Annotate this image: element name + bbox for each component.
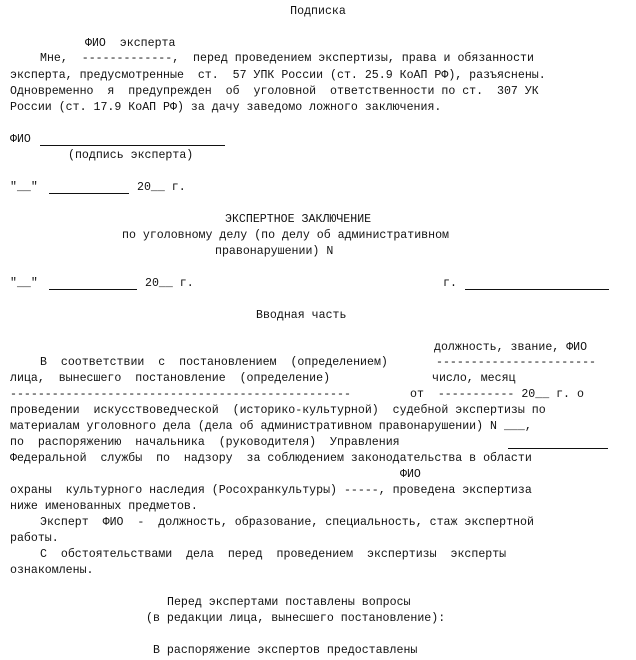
intro-line-2-right: число, месяц: [432, 372, 516, 385]
questions-heading-2: (в редакции лица, вынесшего постановление):: [146, 612, 446, 625]
pledge-line-1: [40, 52, 608, 66]
intro-fio-small: ФИО: [400, 468, 421, 481]
conclusion-subtitle-2: правонарушении) N: [215, 245, 334, 258]
intro-line-7: Федеральной службы по надзору за соблюдением законодательства в области: [10, 452, 532, 465]
pledge-fio-caption: ФИО эксперта: [85, 37, 176, 50]
pledge-title: Подписка: [290, 5, 346, 18]
conclusion-date-quote: "__": [10, 277, 38, 290]
questions-heading-1: Перед экспертами поставлены вопросы: [167, 596, 411, 609]
intro-line-11: работы.: [10, 532, 59, 545]
intro-line-3-dashes: -------------------------------------------------: [10, 388, 351, 401]
pledge-line-3: Одновременно я предупрежден об уголовной ответственности по ст. 307 УК: [10, 85, 539, 98]
intro-line-1-left: В соответствии с постановлением (определением): [40, 356, 388, 369]
conclusion-date-blank: [49, 289, 137, 290]
pledge-date-quote: "__": [10, 181, 38, 194]
materials-heading: В распоряжение экспертов предоставлены: [153, 644, 418, 657]
conclusion-city-label: г.: [443, 277, 457, 290]
intro-line-5: материалам уголовного дела (дела об административном правонарушении) N ___,: [10, 420, 532, 433]
intro-line-4: проведении искусствоведческой (историко-культурной) судебной экспертизы по: [10, 404, 546, 417]
pledge-fio-label: ФИО: [10, 133, 31, 146]
intro-line-2-left: лица, вынесшего постановление (определение): [10, 372, 331, 385]
conclusion-city-blank: [465, 289, 609, 290]
pledge-date-blank: [49, 193, 129, 194]
intro-line-8: охраны культурного наследия (Росохранкультуры) -----, проведена экспертиза: [10, 484, 532, 497]
intro-line-10: Эксперт ФИО - должность, образование, специальность, стаж экспертной: [40, 516, 534, 529]
intro-line-3-from: от ----------- 20__ г. о: [410, 388, 584, 401]
pledge-date-year: 20__ г.: [137, 181, 186, 194]
signature-line: [40, 145, 225, 146]
pledge-line-1-text: Мне, -------------, перед проведением экспертизы, права и обязанности: [40, 52, 534, 65]
conclusion-title: ЭКСПЕРТНОЕ ЗАКЛЮЧЕНИЕ: [225, 213, 372, 226]
intro-heading: Вводная часть: [256, 309, 347, 322]
conclusion-subtitle-1: по уголовному делу (по делу об административном: [122, 229, 449, 242]
intro-line-1-right: -----------------------: [436, 356, 597, 369]
intro-line-12: С обстоятельствами дела перед проведением экспертизы эксперты: [40, 548, 507, 561]
pledge-line-2: эксперта, предусмотренные ст. 57 УПК России (ст. 25.9 КоАП РФ), разъяснены.: [10, 69, 546, 82]
intro-line-6: по распоряжению начальника (руководителя) Управления: [10, 436, 400, 449]
intro-line-9: ниже именованных предметов.: [10, 500, 198, 513]
department-blank: [508, 448, 608, 449]
signature-caption: (подпись эксперта): [68, 149, 194, 162]
conclusion-date-year: 20__ г.: [145, 277, 194, 290]
position-caption: должность, звание, ФИО: [434, 341, 588, 354]
pledge-line-4: России (ст. 17.9 КоАП РФ) за дачу заведомо ложного заключения.: [10, 101, 442, 114]
intro-line-13: ознакомлены.: [10, 564, 94, 577]
